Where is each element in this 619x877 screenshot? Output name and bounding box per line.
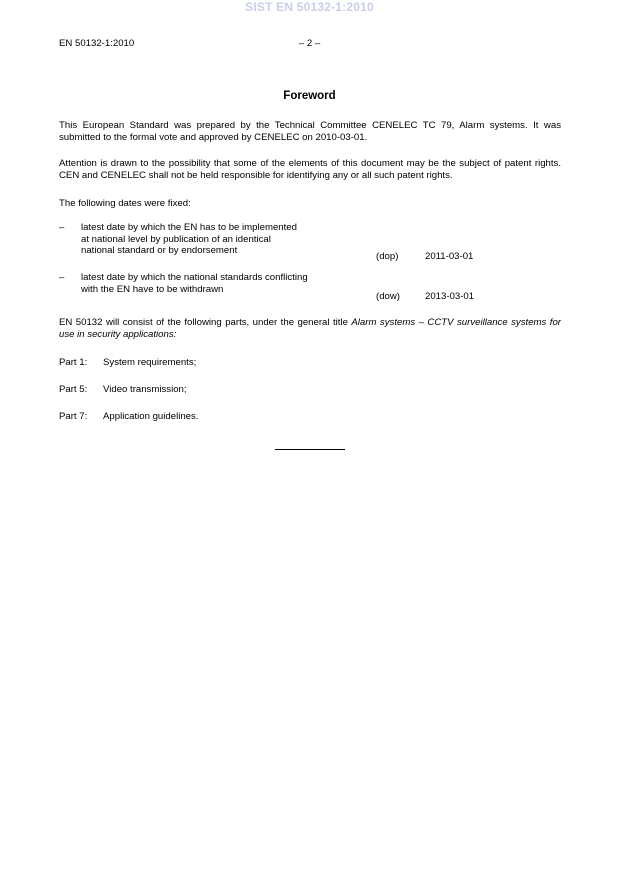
part-title: Application guidelines. xyxy=(103,411,199,422)
part-label: Part 7: xyxy=(59,411,88,422)
section-end-rule xyxy=(275,449,345,450)
list-dash: – xyxy=(59,222,65,233)
part-label: Part 5: xyxy=(59,384,88,395)
date-item-line: with the EN have to be withdrawn xyxy=(81,283,224,295)
date-code-dop: (dop) xyxy=(376,251,399,262)
watermark-text: SIST EN 50132-1:2010 xyxy=(245,0,374,14)
foreword-title: Foreword xyxy=(283,90,336,102)
part-title: Video transmission; xyxy=(103,384,187,395)
parts-intro xyxy=(59,317,561,340)
page-number: – 2 – xyxy=(298,38,321,49)
document-id: EN 50132-1:2010 xyxy=(59,38,135,49)
date-item-line: national standard or by endorsement xyxy=(81,245,238,256)
parts-intro-text: EN 50132 will consist of the following parts, under the general title xyxy=(59,317,352,328)
parts-general-title: Alarm systems – CCTV surveillance systems for use in security applications: xyxy=(59,317,561,340)
foreword-paragraph-1: This European Standard was prepared by the Technical Committee CENELEC TC 79, Alarm systems. It was submitted to the formal vote and approved by CENELEC on 2010-03-01. xyxy=(59,120,561,143)
date-item-description xyxy=(81,272,361,295)
date-value-dow: 2013-03-01 xyxy=(425,291,475,302)
date-item-line: at national level by publication of an identical xyxy=(81,233,271,245)
part-title: System requirements; xyxy=(103,357,197,368)
date-code-dow: (dow) xyxy=(376,291,400,302)
date-item-line: latest date by which the EN has to be implemented xyxy=(81,222,297,233)
foreword-paragraph-2: Attention is drawn to the possibility that some of the elements of this document may be the subject of patent rights. CEN and CENELEC shall not be held responsible for identifying any or all such patent rights. xyxy=(59,158,561,181)
list-dash: – xyxy=(59,272,65,283)
date-item-description xyxy=(81,222,361,257)
date-item-line: latest date by which the national standards conflicting xyxy=(81,272,308,283)
part-label: Part 1: xyxy=(59,357,88,368)
date-value-dop: 2011-03-01 xyxy=(425,251,474,262)
dates-intro: The following dates were fixed: xyxy=(59,198,191,209)
